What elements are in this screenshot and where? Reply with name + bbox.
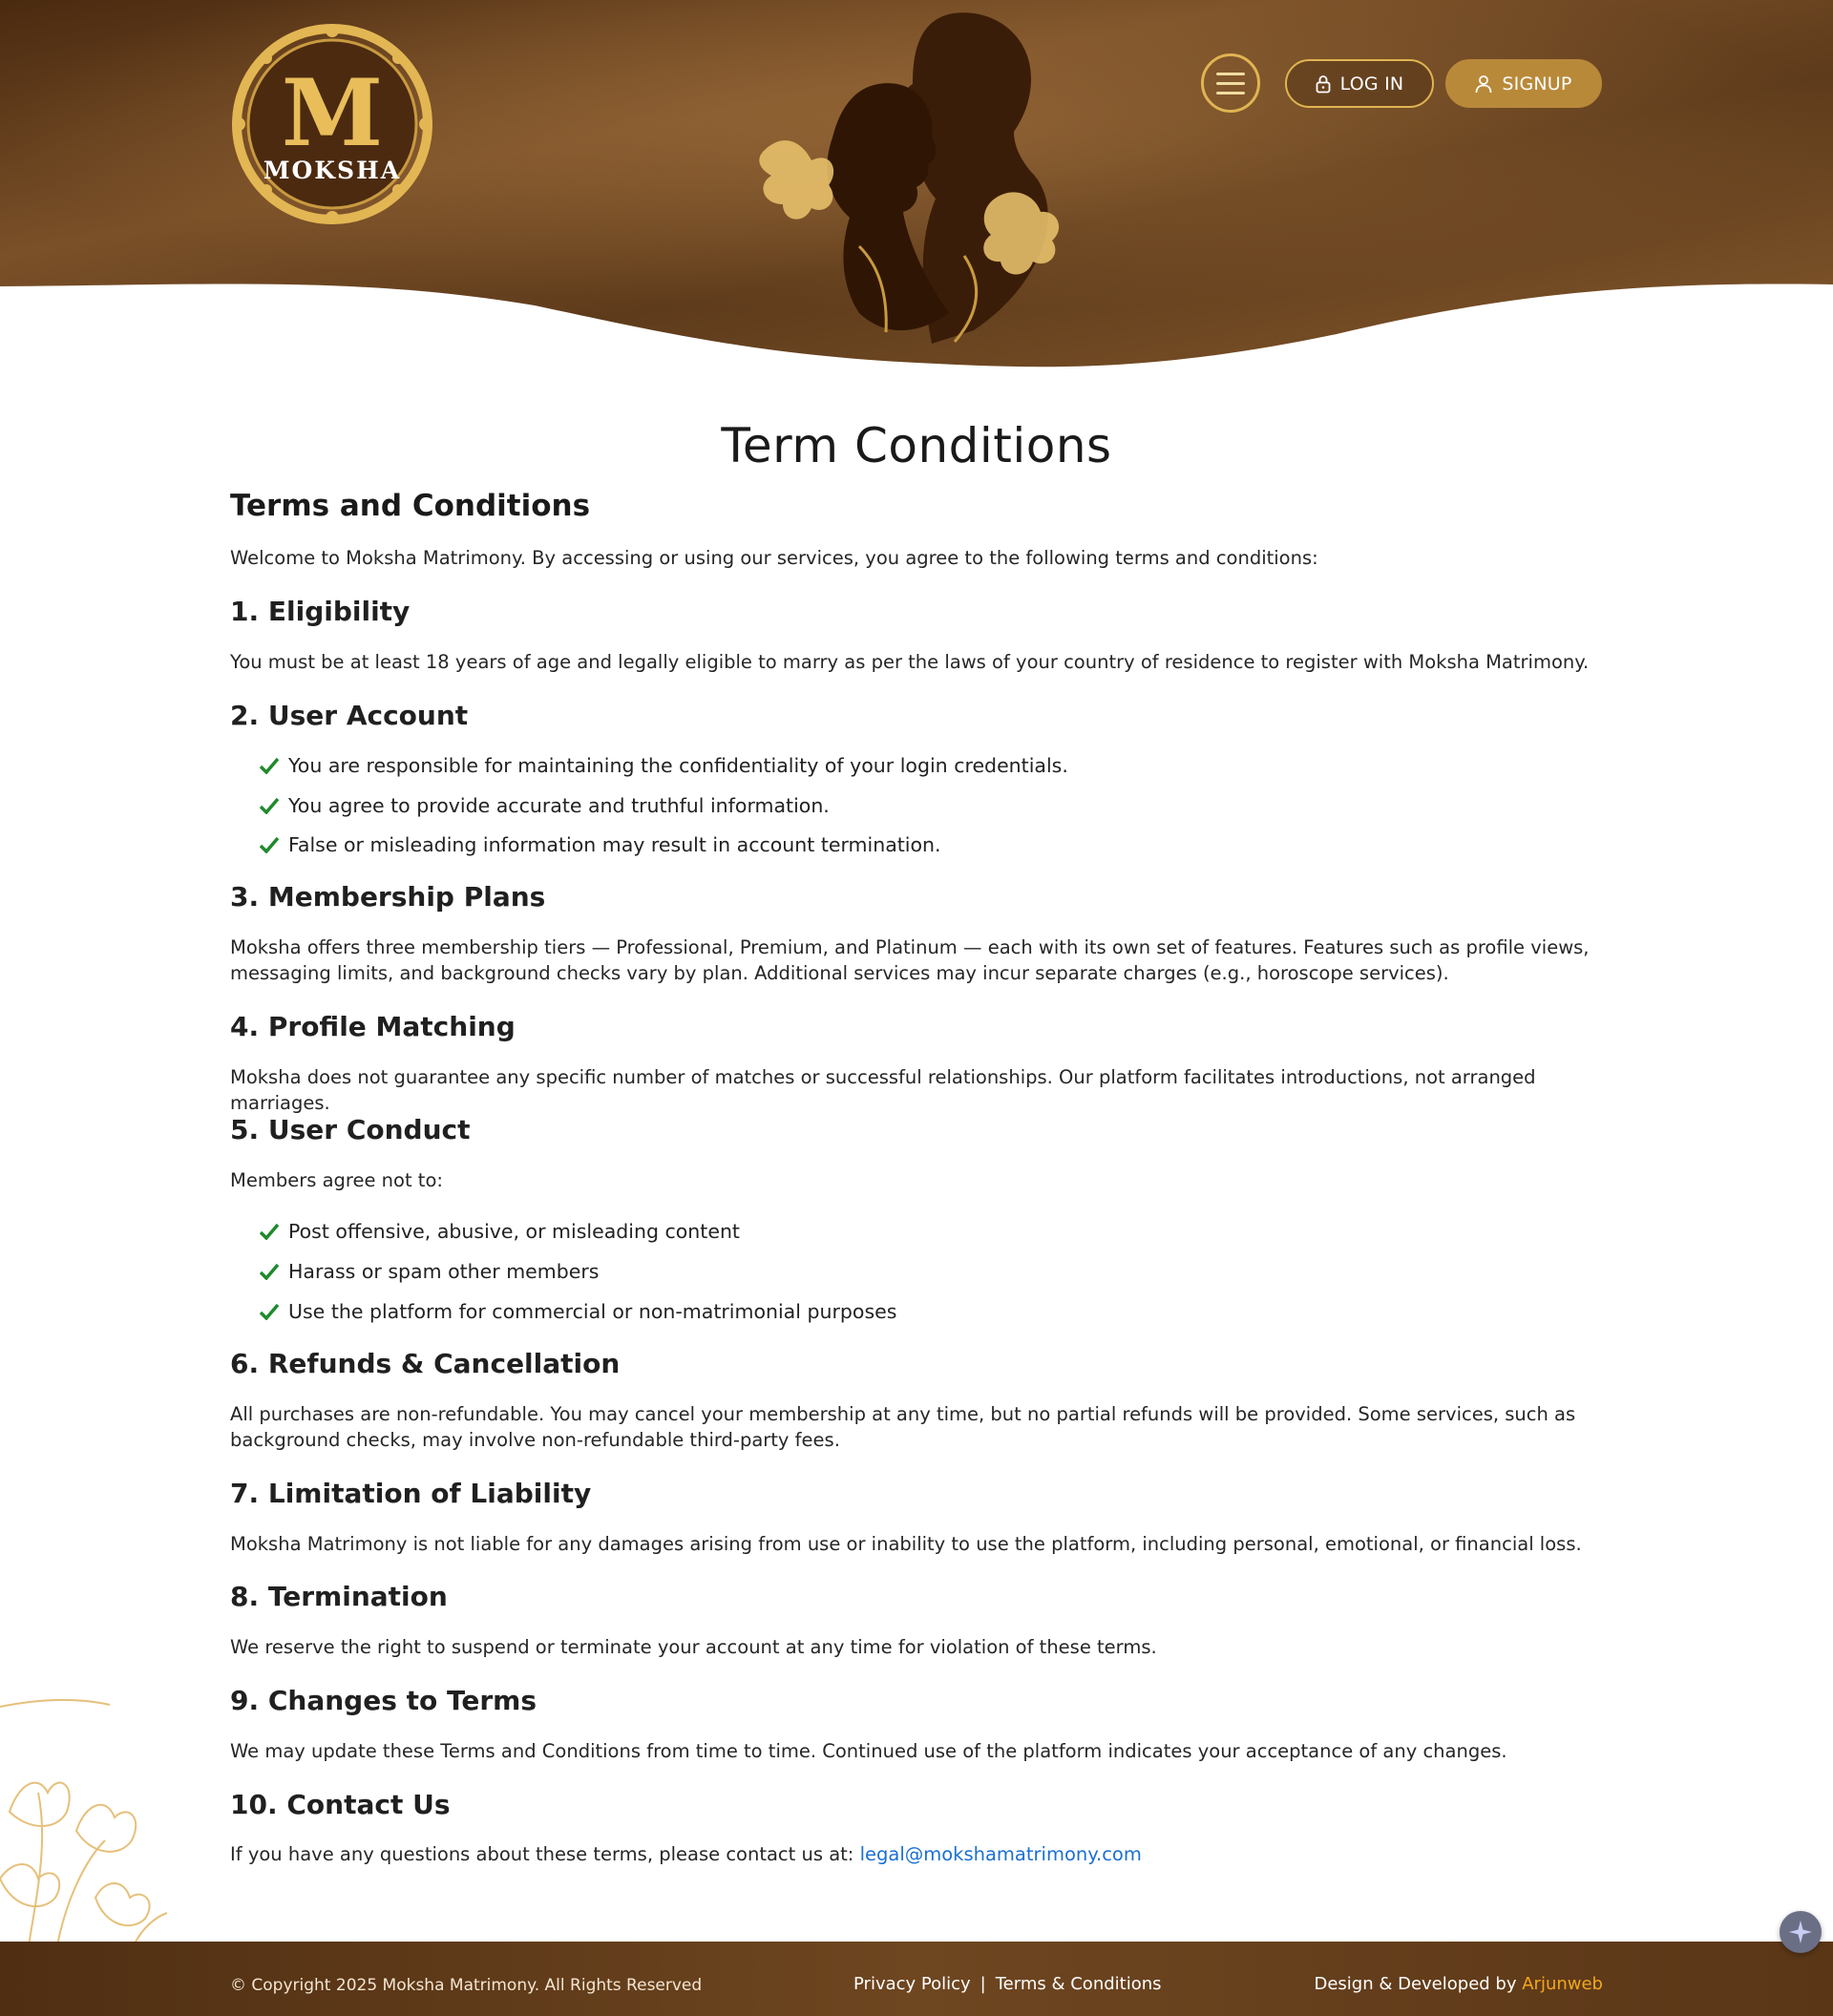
check-icon (260, 797, 279, 814)
list-item-text: You are responsible for maintaining the confidentiality of your login credentials. (288, 754, 1068, 777)
list-item-text: False or misleading information may result in account termination. (288, 833, 941, 856)
floral-decoration-icon (0, 1697, 177, 1945)
site-header (0, 0, 1833, 382)
list-item-text: You agree to provide accurate and truthful information. (288, 794, 830, 817)
contact-email-link[interactable]: legal@mokshamatrimony.com (859, 1843, 1142, 1865)
section-text: You must be at least 18 years of age and legally eligible to marry as per the laws of your country of residence to register with Moksha Matrimony. (230, 651, 1590, 673)
section-title: 1. Eligibility (230, 596, 411, 627)
privacy-policy-link[interactable]: Privacy Policy (853, 1974, 971, 1994)
couple-silhouette-icon (745, 8, 1088, 370)
check-icon (260, 1303, 279, 1320)
contact-text-label: If you have any questions about these terms, please contact us at: (230, 1843, 854, 1865)
footer-separator: | (980, 1974, 986, 1994)
terms-heading: Terms and Conditions (230, 489, 591, 523)
logo-letter: M (281, 59, 384, 167)
list-item (260, 1260, 600, 1283)
section-title: 4. Profile Matching (230, 1011, 516, 1042)
login-label: LOG IN (1339, 73, 1404, 94)
section-text: We reserve the right to suspend or terminate your account at any time for violation of these terms. (230, 1636, 1157, 1658)
terms-conditions-link[interactable]: Terms & Conditions (995, 1974, 1162, 1994)
lock-icon (1316, 74, 1331, 94)
section-text: All purchases are non-refundable. You may cancel your membership at any time, but no partial refunds will be provided. Some services, such as background checks, may involve non-refundable third-party fees. (230, 1403, 1576, 1451)
menu-icon-line (1216, 82, 1245, 85)
section-title: 2. User Account (230, 700, 469, 731)
menu-icon-line (1216, 92, 1245, 94)
user-icon (1475, 74, 1492, 94)
list-item (260, 754, 1068, 777)
signup-label: SIGNUP (1502, 73, 1572, 94)
section-title: 6. Refunds & Cancellation (230, 1348, 621, 1379)
list-item (260, 833, 941, 856)
section-text: Moksha Matrimony is not liable for any damages arising from use or inability to use the platform, including personal, emotional, or financial loss. (230, 1533, 1582, 1555)
list-item (260, 794, 830, 817)
logo-text: MOKSHA (263, 157, 402, 184)
list-item-text: Post offensive, abusive, or misleading content (288, 1220, 740, 1243)
copyright-text: © Copyright 2025 Moksha Matrimony. All Rights Reserved (230, 1976, 703, 1995)
menu-icon-line (1216, 73, 1245, 75)
list-item (260, 1220, 740, 1243)
section-title: 3. Membership Plans (230, 881, 546, 913)
section-title: 7. Limitation of Liability (230, 1478, 592, 1509)
list-item (260, 1300, 896, 1323)
login-button[interactable] (1285, 59, 1434, 108)
check-icon (260, 1263, 279, 1280)
check-icon (260, 836, 279, 853)
intro-text: Welcome to Moksha Matrimony. By accessing or using our services, you agree to the following terms and conditions: (230, 547, 1318, 569)
section-title: 8. Termination (230, 1581, 448, 1612)
site-footer (0, 1942, 1833, 2016)
contact-text (230, 1841, 1603, 1867)
developer-credit (1314, 1974, 1603, 1994)
section-text: Moksha offers three membership tiers — Professional, Premium, and Platinum — each with its own set of features. Features such as profile views, messaging limits, and background checks vary by plan. Additional services may incur separate charges (e.g., horoscope services). (230, 936, 1590, 984)
menu-button[interactable] (1201, 53, 1260, 113)
section-title: 5. User Conduct (230, 1114, 471, 1145)
check-icon (260, 1223, 279, 1240)
check-icon (260, 757, 279, 774)
page-title: Term Conditions (721, 418, 1112, 473)
section-text: We may update these Terms and Conditions from time to time. Continued use of the platform indicates your acceptance of any changes. (230, 1740, 1507, 1762)
moksha-logo[interactable] (229, 21, 435, 227)
section-text: Moksha does not guarantee any specific number of matches or successful relationships. Our platform facilitates introductions, not arranged marriages. (230, 1066, 1536, 1114)
list-item-text: Harass or spam other members (288, 1260, 600, 1283)
developer-link[interactable]: Arjunweb (1522, 1974, 1603, 1994)
sparkle-icon (1788, 1920, 1813, 1944)
footer-links (853, 1974, 1162, 1994)
signup-button[interactable] (1445, 59, 1602, 108)
credit-prefix: Design & Developed by (1314, 1974, 1517, 1994)
section-title: 9. Changes to Terms (230, 1685, 537, 1716)
section-text: Members agree not to: (230, 1169, 443, 1191)
list-item-text: Use the platform for commercial or non-matrimonial purposes (288, 1300, 897, 1323)
assistant-button[interactable] (1780, 1911, 1822, 1953)
section-title: 10. Contact Us (230, 1789, 451, 1820)
